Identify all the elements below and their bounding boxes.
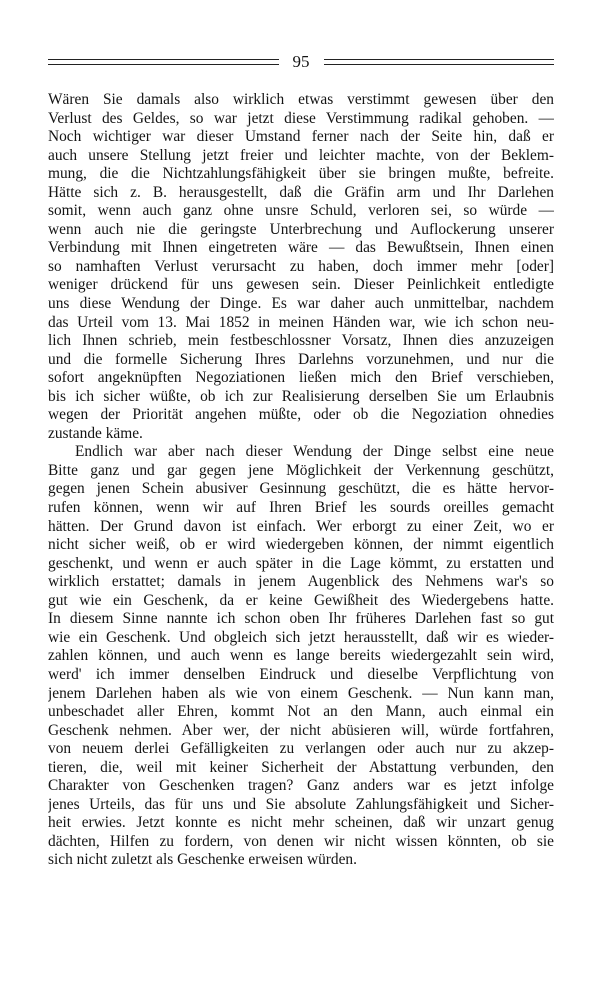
text-line: zahlen können, und auch wenn es lange bereits wiedergezahlt sein wird, — [48, 647, 554, 665]
text-line: nicht sicher weiß, ob er wird wiedergeben können, der nimmt eigentlich — [48, 536, 554, 554]
text-line: auch unsere Stellung jetzt freier und leichter machte, von der Beklem- — [48, 146, 554, 164]
text-line: werd' ich immer denselben Eindruck und dieselbe Verpflichtung von — [48, 665, 554, 683]
text-line: rufen können, wenn wir auf Ihren Brief les sourds oreilles gemacht — [48, 499, 554, 517]
text-line: das Urteil vom 13. Mai 1852 in meinen Händen war, wie ich schon neu- — [48, 313, 554, 331]
text-line: Bitte ganz und gar gegen jene Möglichkeit der Verkennung geschützt, — [48, 461, 554, 479]
text-line: Noch wichtiger war dieser Umstand ferner nach der Seite hin, daß er — [48, 128, 554, 146]
text-line: gut wie ein Geschenk, da er keine Gewißheit des Wiedergebens hatte. — [48, 591, 554, 609]
paragraph — [48, 443, 554, 870]
text-line: Hätte sich z. B. herausgestellt, daß die Gräfin arm und Ihr Darlehen — [48, 183, 554, 201]
text-line: unbeschadet aller Ehren, kommt Not an den Mann, auch einmal ein — [48, 703, 554, 721]
text-line: gegen jenen Schein abusiver Gesinnung geschützt, die es hätte hervor- — [48, 480, 554, 498]
text-line: sich nicht zuletzt als Geschenke erweisen würden. — [48, 851, 357, 869]
text-line: so namhaften Verlust verursacht zu haben, doch immer mehr [oder] — [48, 257, 554, 275]
text-line: wirklich erstattet; damals in jenem Augenblick des Nehmens war's so — [48, 573, 554, 591]
text-line: dächten, Hilfen zu fordern, von denen wir nicht wissen könnten, ob sie — [48, 832, 554, 850]
text-line: Verbindung mit Ihnen eingetreten wäre — das Bewußtsein, Ihnen einen — [48, 239, 554, 257]
text-line: Wären Sie damals also wirklich etwas verstimmt gewesen über den — [48, 91, 554, 108]
text-line: somit, wenn auch ganz ohne unsre Schuld, verloren sei, so würde — — [48, 202, 554, 220]
text-line: Endlich war aber nach dieser Wendung der Dinge selbst eine neue — [75, 443, 554, 461]
text-line: wie ein Geschenk. Und obgleich sich jetzt herausstellt, daß wir es wieder- — [48, 628, 554, 646]
header-rule-right — [324, 59, 555, 65]
page-header — [48, 52, 554, 72]
text-line: mung, die die Nichtzahlungsfähigkeit über sie bringen mußte, befreite. — [48, 165, 554, 183]
text-line: jenem Darlehen haben als wie von einem Geschenk. — Nun kann man, — [48, 684, 554, 702]
text-line: heit erwies. Jetzt konnte es nicht mehr scheinen, daß wir unzart genug — [48, 814, 554, 832]
text-line: von neuem derlei Gefälligkeiten zu verlangen oder auch nur zu akzep- — [48, 740, 554, 758]
paragraph — [48, 91, 554, 443]
text-line: geschenkt, und wenn er auch später in die Lage kömmt, zu erstatten und — [48, 554, 554, 572]
text-line: hätten. Der Grund davon ist einfach. Wer erborgt zu einer Zeit, wo er — [48, 517, 554, 535]
text-line: Geschenk nehmen. Aber wer, der nicht abüsieren will, würde fortfahren, — [48, 721, 554, 739]
text-line: sofort angeknüpften Negoziationen ließen mich den Brief verschieben, — [48, 369, 554, 387]
text-line: jenes Urteils, das für uns und Sie absolute Zahlungsfähigkeit und Sicher- — [48, 795, 554, 813]
text-line: zustande käme. — [48, 424, 143, 442]
header-rule-left — [48, 59, 279, 65]
text-line: und die formelle Sicherung Ihres Darlehns vorzunehmen, und nur die — [48, 350, 554, 368]
text-line: Charakter von Geschenken tragen? Ganz anders war es jetzt infolge — [48, 777, 554, 795]
text-line: uns diese Wendung der Dinge. Es war daher auch unmittelbar, nachdem — [48, 295, 554, 313]
text-line: In diesem Sinne nannte ich schon oben Ihr früheres Darlehen fast so gut — [48, 610, 554, 628]
page-number: 95 — [292, 52, 310, 71]
text-line: lich Ihnen schrieb, mein festbeschlossner Vorsatz, Ihnen dies anzuzeigen — [48, 332, 554, 350]
text-line: wenn auch nie die geringste Unterbrechung und Auflockerung unserer — [48, 220, 554, 238]
body-text — [48, 91, 554, 870]
text-line: Verlust des Geldes, so war jetzt diese Verstimmung radikal gehoben. — — [48, 109, 554, 127]
text-line: bis ich sicher wüßte, ob ich zur Realisierung derselben Sie um Erlaubnis — [48, 387, 554, 405]
text-line: weniger drückend für uns gewesen sein. Dieser Peinlichkeit entledigte — [48, 276, 554, 294]
text-line: wegen der Priorität angehen müßte, oder ob die Negoziation ohnedies — [48, 406, 554, 424]
text-line: tieren, die, weil mit keiner Sicherheit der Abstattung verbunden, den — [48, 758, 554, 776]
